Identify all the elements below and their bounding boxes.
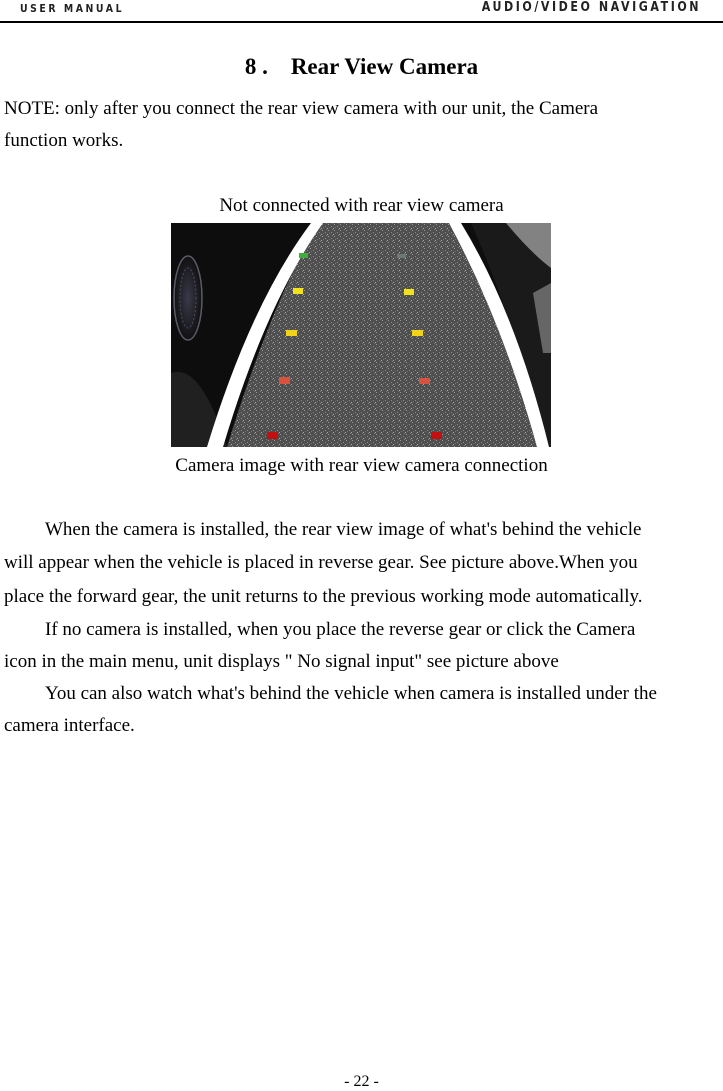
camera-view-illustration	[171, 223, 551, 447]
section-title-text: Rear View Camera	[290, 54, 479, 79]
header-product-label: AUDIO/VIDEO NAVIGATION	[481, 0, 701, 15]
figure-caption-above: Not connected with rear view camera	[219, 195, 504, 216]
note-line-1: NOTE: only after you connect the rear view camera with our unit, the Camera	[4, 98, 599, 119]
paragraph-3-line-1: You can also watch what's behind the vehicle when camera is installed under the	[45, 683, 657, 704]
paragraph-2-line-1: If no camera is installed, when you place the reverse gear or click the Camera	[45, 619, 636, 640]
section-number: 8 .	[244, 54, 268, 79]
paragraph-1-line-1: When the camera is installed, the rear view image of what's behind the vehicle	[45, 519, 642, 540]
header-manual-label: USER MANUAL	[20, 2, 125, 15]
paragraph-1-line-3: place the forward gear, the unit returns to the previous working mode automatically.	[4, 586, 643, 607]
paragraph-1-line-2: will appear when the vehicle is placed in reverse gear. See picture above.When you	[4, 552, 638, 573]
page-number: - 22 -	[344, 1073, 379, 1090]
paragraph-2-line-2: icon in the main menu, unit displays " No signal input" see picture above	[4, 651, 559, 672]
page-header	[0, 0, 723, 23]
section-title	[0, 54, 723, 80]
rear-camera-image	[171, 223, 551, 447]
note-line-2: function works.	[4, 130, 124, 151]
paragraph-3-line-2: camera interface.	[4, 715, 135, 736]
figure-caption-below: Camera image with rear view camera connection	[175, 455, 548, 476]
